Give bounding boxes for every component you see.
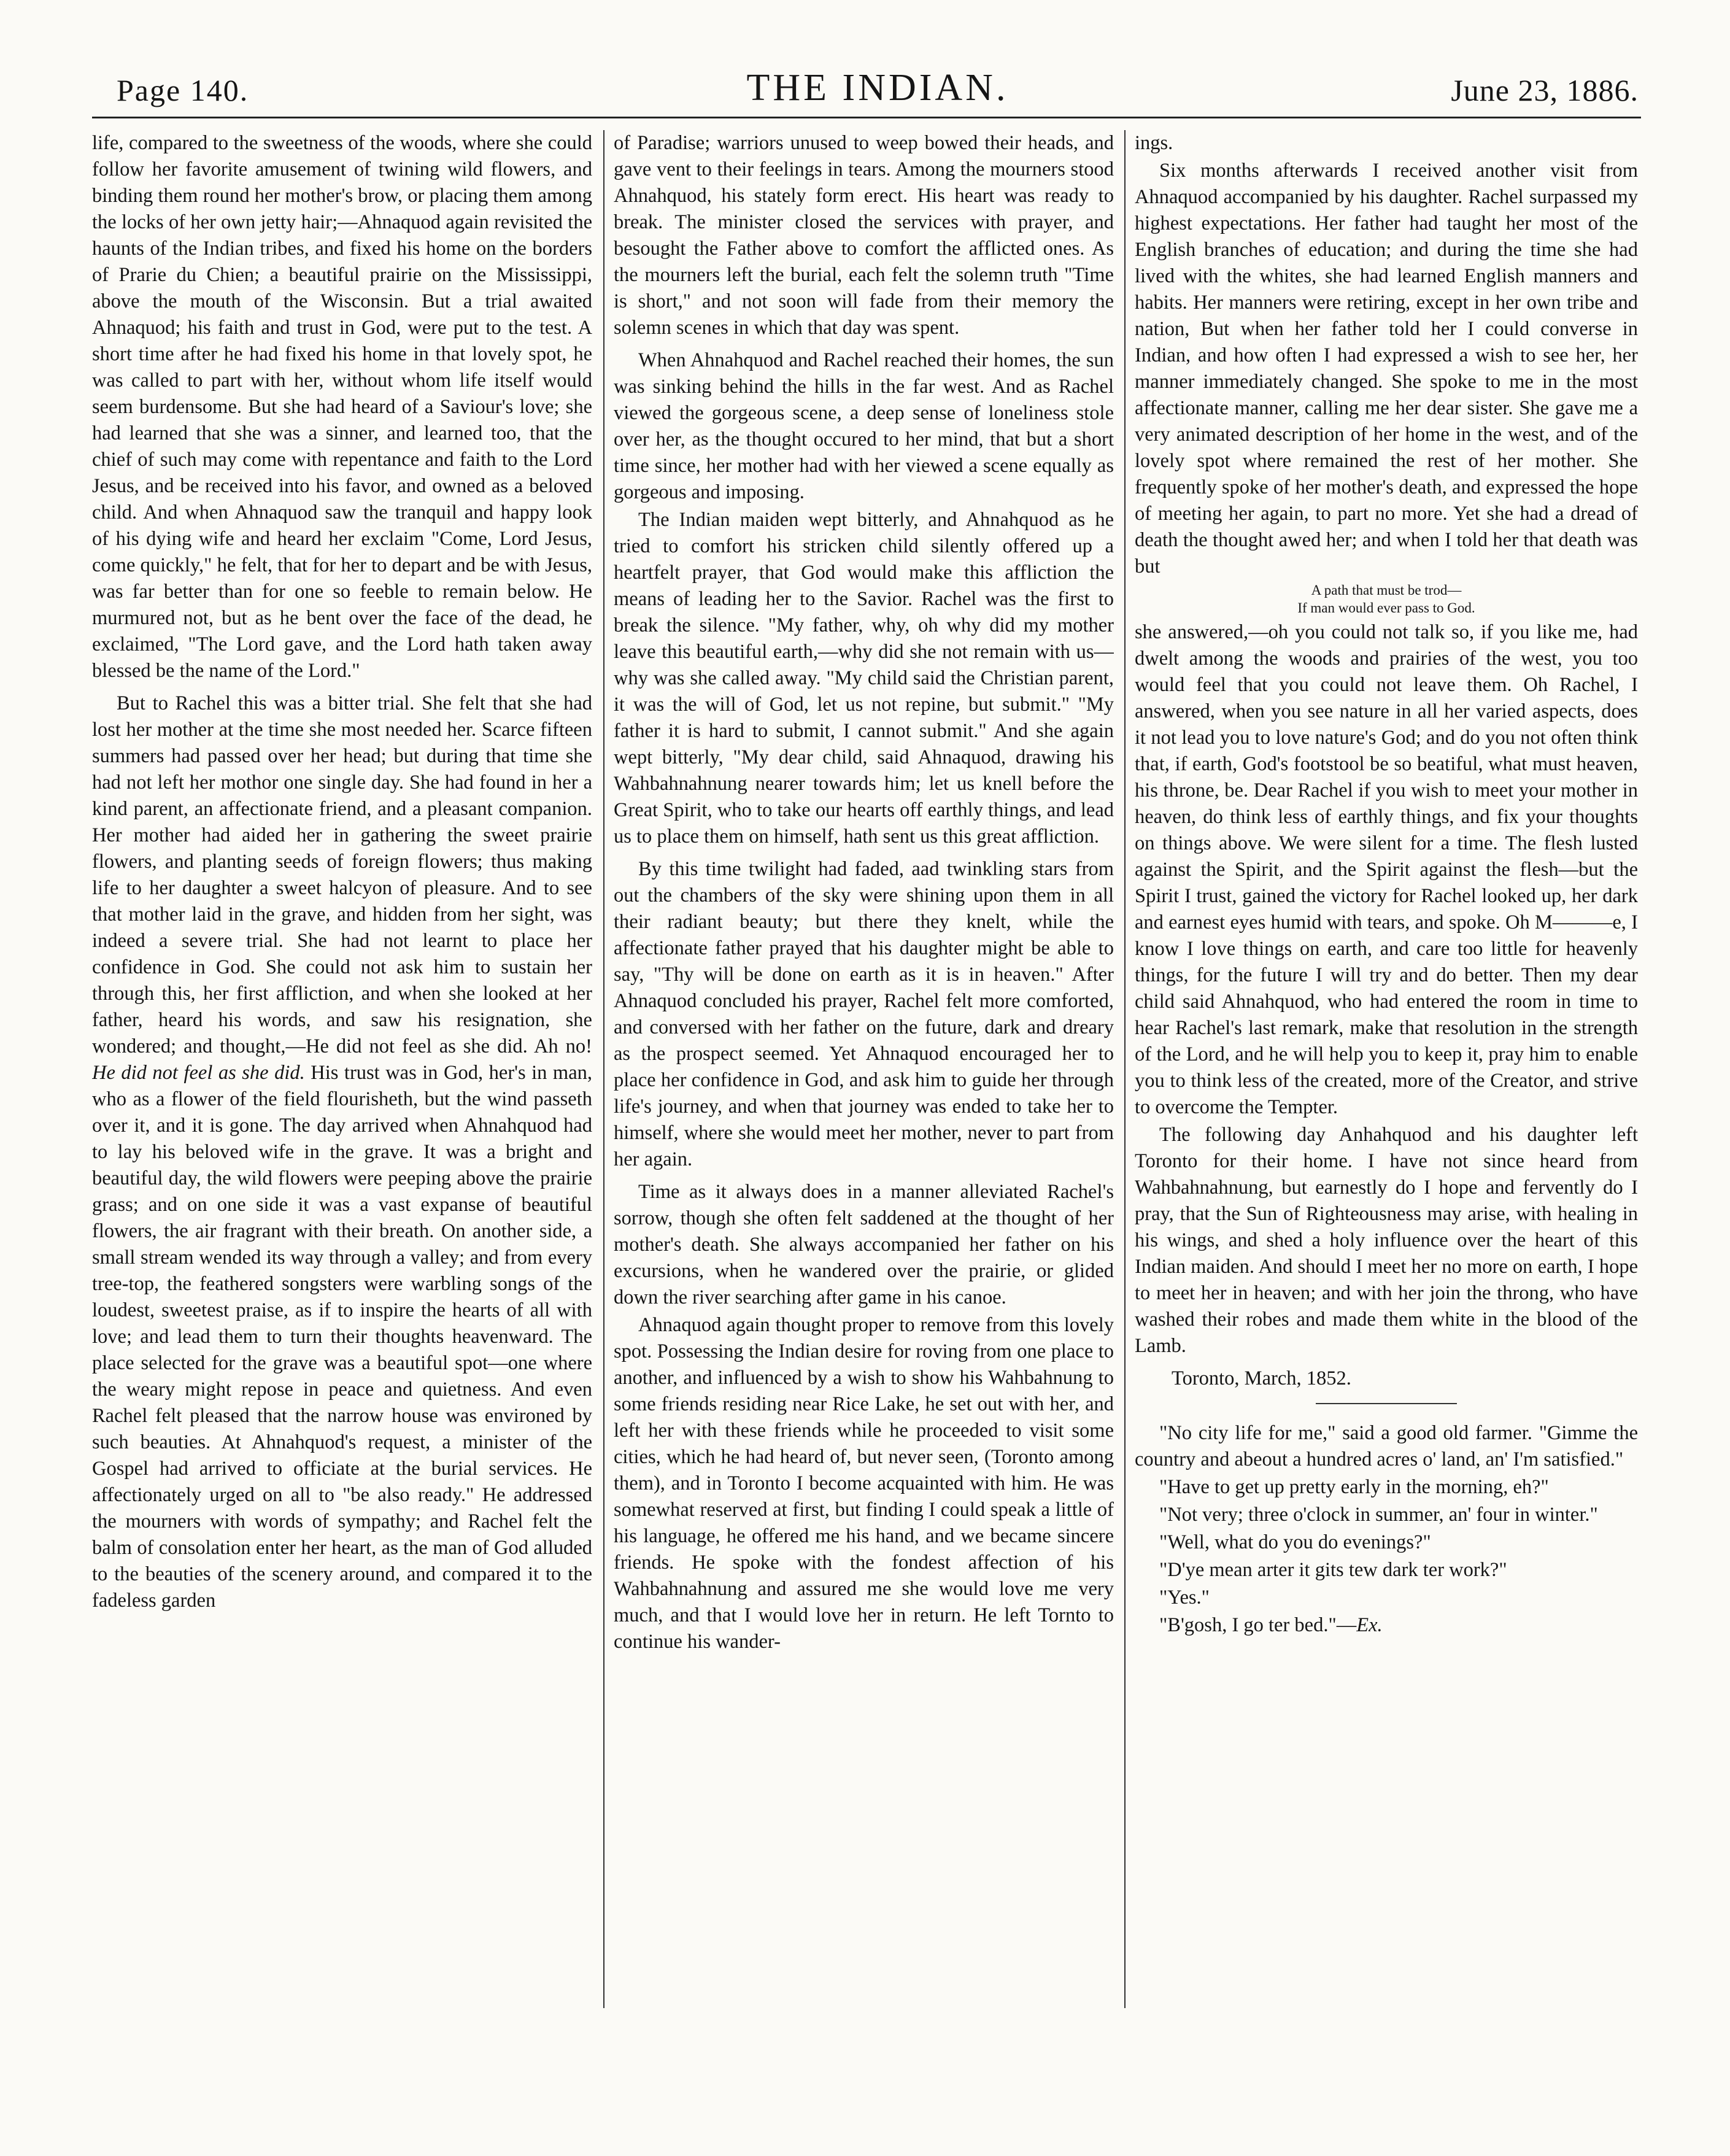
column-1	[92, 130, 592, 2045]
article-paragraph	[92, 690, 592, 1614]
anecdote-paragraph: "No city life for me," said a good old farmer. "Gimme the country and abeout a hundred acres o' land, an' I'm satisfied."	[1135, 1422, 1638, 1470]
anecdote-paragraph: "Yes."	[1159, 1586, 1210, 1609]
column-divider-1	[603, 130, 604, 2008]
anecdote-paragraph: "D'ye mean arter it gits tew dark ter work?"	[1159, 1559, 1507, 1581]
italic-emphasis: He did not feel as she did.	[92, 1062, 305, 1084]
anecdote-paragraph: "Have to get up pretty early in the morning, eh?"	[1159, 1476, 1549, 1498]
article-paragraph: she answered,—oh you could not talk so, if you like me, had dwelt among the woods and prairies of the west, you too would feel that you could not leave them. Oh Rachel, I answered, when you see nature in all her varied aspects, does it not lead you to love nature's God; and do you not often think that, if earth, God's footstool be so beatiful, what must heaven, his throne, be. Dear Rachel if you wish to meet your mother in heaven, do think less of earthly things, and fix your thoughts on things above. We were silent for a time. The flesh lusted against the Spirit, and the Spirit against the flesh—but the Spirit I trust, gained the victory for Rachel looked up, her dark and earnest eyes humid with tears, and spoke. Oh M———e, I know I love things on earth, and care too little for heavenly things, for the future I will try and do better. Then my dear child said Ahnahquod, who had entered the room in time to hear Rachel's last remark, make that resolution in the strength of the Lord, and he will help you to keep it, pray him to enable you to think less of the created, more of the Creator, and strive to overcome the Tempter.	[1135, 621, 1638, 1118]
masthead	[117, 66, 1639, 115]
article-paragraph: The Indian maiden wept bitterly, and Ahnahquod as he tried to comfort his stricken child silently offered up a heartfelt prayer, that God would make this affliction the means of leading her to the Savior. Rachel was the first to break the silence. "My father, why, oh why did my mother leave this beautiful earth,—why did she not remain with us—why was she called away. "My child said the Christian parent, it was the will of God, let us not repine, but submit." "My father it is hard to submit, I cannot submit." And she again wept bitterly, "My dear child, said Ahnaquod, drawing his Wahbahnahnung nearer towards him; let us knell before the Great Spirit, who to take our hearts off earthly things, and lead us to place them on himself, hath sent us this great affliction.	[614, 509, 1114, 848]
article-paragraph: Six months afterwards I received another visit from Ahnaquod accompanied by his daughter. Rachel surpassed my highest expectations. Her father had taught her most of the English branches of education; and during the time she had lived with the whites, she had learned English manners and habits. Her manners were retiring, except in her own tribe and nation, But when her father told her I could converse in Indian, and how often I had expressed a wish to see her, her manner immediately changed. She spoke to me in the most affectionate manner, calling me her dear sister. She gave me a very animated description of her home in the west, and of the lovely spot where remained the rest of her mother. She frequently spoke of her mother's death, and expressed the hope of meeting her again, to part no more. Yet she had a dread of death the thought awed her; and when I told her that death was but	[1135, 160, 1638, 578]
verse-line: If man would ever pass to God.	[1297, 600, 1475, 616]
page-number: Page 140.	[117, 73, 249, 107]
issue-date: June 23, 1886.	[1451, 73, 1639, 107]
article-paragraph: Time as it always does in a manner alleviated Rachel's sorrow, though she often felt saddened at the thought of her mother's death. She always accompanied her father on his excursions, when he wandered over the prairie, or glided down the river searching after game in his canoe.	[614, 1181, 1114, 1308]
article-paragraph: ings.	[1135, 132, 1173, 154]
article-paragraph: of Paradise; warriors unused to weep bowed their heads, and gave vent to their feelings in tears. Among the mourners stood Ahnahquod, his stately form erect. His heart was ready to break. The minister closed the services with prayer, and besought the Father above to comfort the afflicted ones. As the mourners left the burial, each felt the solemn truth "Time is short," and not soon will fade from their memory the solemn scenes in which that day was spent.	[614, 132, 1114, 339]
anecdote-paragraph: "Not very; three o'clock in summer, an' four in winter."	[1159, 1504, 1598, 1526]
verse-quote	[1135, 581, 1638, 617]
paragraph-text: His trust was in God, her's in man, who as a flower of the field flourisheth, but the wind passeth over it, and it is gone. The day arrived when Ahnahquod had to lay his beloved wife in the grave. It was a bright and beautiful day, the wild flowers were peeping above the prairie grass; and on one side it was a vast expanse of beautiful flowers, the air fragrant with their breath. On another side, a small stream wended its way through a valley; and from every tree-top, the feathered songsters were warbling songs of the loudest, sweetest praise, as if to inspire the hearts of all with love; and lead them to turn their thoughts heavenward. The place selected for the grave was a beautiful spot—one where the weary might repose in peace and quietness. And even Rachel felt pleased that the narrow house was environed by such beauties. At Ahnahquod's request, a minister of the Gospel had arrived to officiate at the burial services. He affectionately urged on all to "be also ready." He addressed the mourners with words of sympathy; and Rachel felt the balm of consolation enter her heart, as the man of God alluded to the beauties of the scenery around, and compared it to the fadeless garden	[92, 1062, 592, 1612]
paragraph-text: But to Rachel this was a bitter trial. She felt that she had lost her mother at the time she most needed her. Scarce fifteen summers had passed over her head; but during that time she had not left her mothor one single day. She had found in her a kind parent, an affectionate friend, and a pleasant companion. Her mother had aided her in gathering the sweet prairie flowers, and planting seeds of foreign flowers; thus making life to her daughter a sweet halcyon of pleasure. And to see that mother laid in the grave, and hidden from her sight, was indeed a severe trial. She had not learnt to place her confidence in God. She could not ask him to sustain her through this, her first affliction, and when she looked at her father, heard his words, and saw his resignation, she wondered; and thought,—He did not feel as she did. Ah no!	[92, 692, 592, 1057]
column-3	[1135, 130, 1638, 2045]
newspaper-title: THE INDIAN.	[746, 67, 1009, 109]
anecdote-paragraph: "Well, what do you do evenings?"	[1159, 1531, 1431, 1553]
masthead-rule	[92, 117, 1641, 118]
section-divider	[1316, 1403, 1457, 1404]
anecdote-paragraph	[1135, 1612, 1638, 1639]
column-divider-2	[1124, 130, 1126, 2008]
verse-line: A path that must be trod—	[1311, 582, 1462, 598]
source-credit: Ex.	[1356, 1614, 1383, 1636]
article-paragraph: Ahnaquod again thought proper to remove from this lovely spot. Possessing the Indian desire for roving from one place to another, and influenced by a wish to show his Wahbahnung to some friends residing near Rice Lake, he set out with her, and left her with these friends while he proceeded to visit some cities, which he had heard of, but never seen, (Toronto among them), and in Toronto I become acquainted with him. He was somewhat reserved at first, but finding I could speak a little of his language, he offered me his hand, and we became sincere friends. He spoke with the fondest affection of his Wahbahnahnung and assured me she would love me very much, and that I would love her in return. He left Tornto to continue his wander-	[614, 1314, 1114, 1653]
article-paragraph: By this time twilight had faded, aad twinkling stars from out the chambers of the sky were shining upon them in all their radiant beauty; but there they knelt, while the affectionate father prayed that his daughter might be able to say, "Thy will be done on earth as it is in heaven." After Ahnaquod concluded his prayer, Rachel felt more comforted, and conversed with her father on the future, dark and dreary as the prospect seemed. Yet Ahnaquod encouraged her to place her confidence in God, and ask him to guide her through life's journey, and when that journey was ended to take her to himself, where she would meet her mother, never to part from her again.	[614, 858, 1114, 1170]
dateline: Toronto, March, 1852.	[1172, 1367, 1351, 1389]
column-2	[614, 130, 1114, 2045]
article-paragraph: The following day Anhahquod and his daughter left Toronto for their home. I have not since heard from Wahbahnahnung, but earnestly do I hope and fervently do I pray, that the Sun of Righteousness may arise, with healing in his wings, and shed a holy influence over the heart of this Indian maiden. And should I meet her no more on earth, I hope to meet her in heaven; and with her join the throng, who have washed their robes and made them white in the blood of the Lamb.	[1135, 1124, 1638, 1357]
article-paragraph: When Ahnahquod and Rachel reached their homes, the sun was sinking behind the hills in the far west. And as Rachel viewed the gorgeous scene, a deep sense of loneliness stole over her, as the thought occured to her mind, that but a short time since, her mother had with her viewed a scene equally as gorgeous and imposing.	[614, 349, 1114, 503]
article-paragraph: life, compared to the sweetness of the woods, where she could follow her favorite amusement of twining wild flowers, and binding them round her mother's brow, or placing them among the locks of her own jetty hair;—Ahnaquod again revisited the haunts of the Indian tribes, and fixed his home on the borders of Prarie du Chien; a beautiful prairie on the Mississippi, above the mouth of the Wisconsin. But a trial awaited Ahnaquod; his faith and trust in God, were put to the test. A short time after he had fixed his home in that lovely spot, he was called to part with her, without whom life itself would seem burdensome. But she had heard of a Saviour's love; she had learned that she was a sinner, and learned too, that the chief of such may come with repentance and faith to the Lord Jesus, and be received into his favor, and owned as a beloved child. And when Ahnaquod saw the tranquil and happy look of his dying wife and heard her exclaim "Come, Lord Jesus, come quickly," he felt, that for her to depart and be with Jesus, was far better than for one so feeble to remain below. He murmured not, but as he bent over the face of the dead, he exclaimed, "The Lord gave, and the Lord hath taken away blessed be the name of the Lord."	[92, 132, 592, 682]
anecdote-text: "B'gosh, I go ter bed."—	[1159, 1614, 1357, 1636]
